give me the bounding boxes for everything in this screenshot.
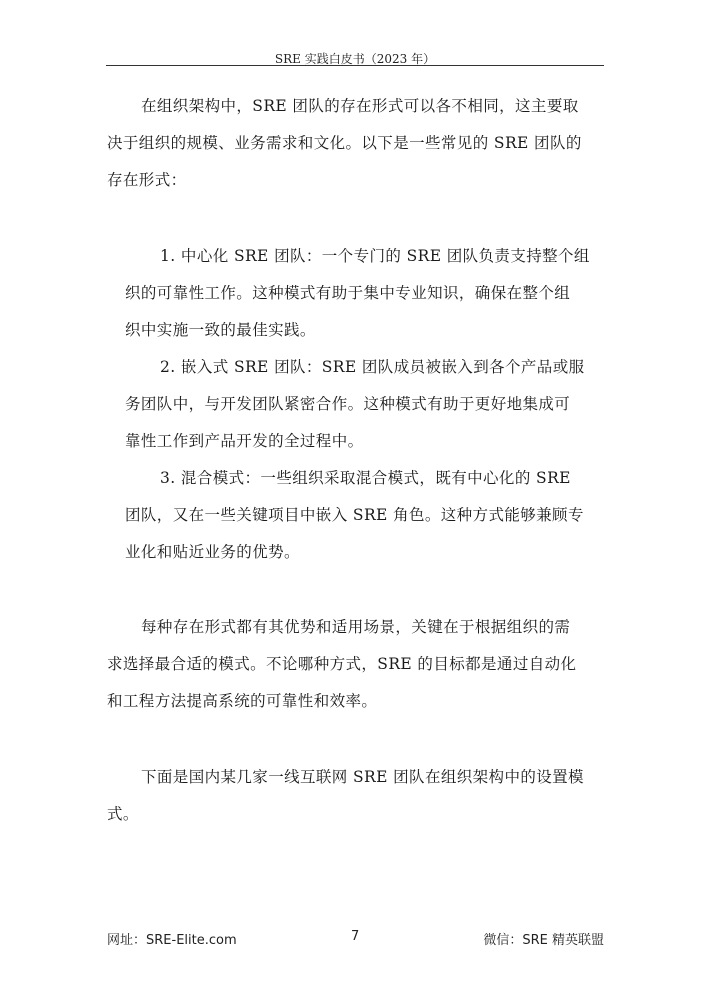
closing-line-2: 式。 [107, 805, 139, 823]
summary-line-2: 求选择最合适的模式。不论哪种方式，SRE 的目标都是通过自动化 [107, 655, 577, 673]
item1-line-2: 织的可靠性工作。这种模式有助于集中专业知识，确保在整个组 [125, 284, 571, 302]
item2-line-1: 2. 嵌入式 SRE 团队：SRE 团队成员被嵌入到各个产品或服 [160, 358, 585, 376]
closing-line-1: 下面是国内某几家一线互联网 SRE 团队在组织架构中的设置模 [141, 768, 584, 786]
item3-line-1: 3. 混合模式：一些组织采取混合模式，既有中心化的 SRE [160, 469, 571, 487]
summary-line-1: 每种存在形式都有其优势和适用场景，关键在于根据组织的需 [141, 618, 571, 636]
item3-line-2: 团队，又在一些关键项目中嵌入 SRE 角色。这种方式能够兼顾专 [125, 506, 584, 524]
header-rule [106, 65, 604, 66]
footer-page-number: 7 [351, 929, 360, 944]
page-header-title: SRE 实践白皮书（2023 年） [274, 52, 436, 66]
footer-website: 网址：SRE-Elite.com [107, 933, 237, 948]
item3-line-3: 业化和贴近业务的优势。 [125, 543, 300, 561]
intro-line-2: 决于组织的规模、业务需求和文化。以下是一些常见的 SRE 团队的 [107, 134, 582, 152]
intro-line-3: 存在形式： [107, 171, 187, 189]
item2-line-3: 靠性工作到产品开发的全过程中。 [125, 432, 364, 450]
footer-wechat: 微信：SRE 精英联盟 [483, 933, 604, 948]
intro-line-1: 在组织架构中，SRE 团队的存在形式可以各不相同，这主要取 [141, 97, 579, 115]
item1-line-3: 织中实施一致的最佳实践。 [125, 321, 316, 339]
summary-line-3: 和工程方法提高系统的可靠性和效率。 [107, 692, 378, 710]
item1-line-1: 1. 中心化 SRE 团队：一个专门的 SRE 团队负责支持整个组 [160, 247, 590, 265]
item2-line-2: 务团队中，与开发团队紧密合作。这种模式有助于更好地集成可 [125, 395, 571, 413]
